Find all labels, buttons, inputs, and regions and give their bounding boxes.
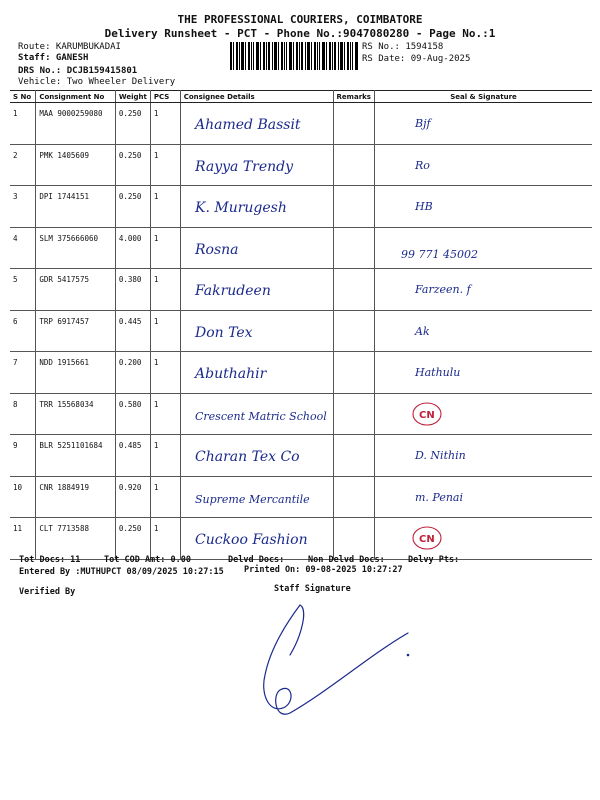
cell-weight: 4.000 [115,227,150,269]
staff-signature-scribble [230,595,430,725]
cell-seal-signature [374,518,592,560]
recipient-signature: m. Penai [414,490,463,504]
printed-on: Printed On: 09-08-2025 10:27:27 [244,565,403,575]
cell-weight: 0.200 [115,352,150,394]
cell-pcs: 1 [150,144,180,186]
recipient-signature: Ro [414,158,430,172]
col-pcs: PCS [150,91,180,103]
cell-weight: 0.250 [115,186,150,228]
cell-remarks [333,435,374,477]
cell-sno: 6 [10,310,36,352]
staff-signature-label: Staff Signature [274,584,351,594]
cell-sno: 8 [10,393,36,435]
cell-consignment: TRR 15568034 [36,393,116,435]
entered-by: Entered By :MUTHUPCT 08/09/2025 10:27:15 [19,567,224,577]
col-remarks: Remarks [333,91,374,103]
consignee-handwriting: Fakrudeen [194,283,271,299]
cell-weight: 0.445 [115,310,150,352]
recipient-signature: Ak [414,324,430,338]
cell-consignee [180,227,333,269]
table-row [10,352,592,394]
cell-consignment: NDD 1915661 [36,352,116,394]
cell-seal-signature [374,435,592,477]
cell-remarks [333,269,374,311]
cell-seal-signature [374,227,592,269]
staff-label: Staff: GANESH [18,53,89,63]
cell-remarks [333,310,374,352]
consignee-handwriting: Rosna [194,241,239,258]
cell-pcs: 1 [150,227,180,269]
cell-sno: 10 [10,476,36,518]
cell-remarks [333,144,374,186]
col-consignee: Consignee Details [180,91,333,103]
recipient-signature: D. Nithin [414,449,466,462]
cell-consignee [180,393,333,435]
cell-seal-signature [374,103,592,145]
cell-sno: 1 [10,103,36,145]
cell-pcs: 1 [150,352,180,394]
cell-remarks [333,103,374,145]
cell-weight: 0.250 [115,144,150,186]
table-row [10,310,592,352]
cell-seal-signature [374,269,592,311]
cell-consignee [180,352,333,394]
cell-seal-signature [374,186,592,228]
cell-pcs: 1 [150,393,180,435]
runsheet-table [10,90,592,560]
total-cod-amount: Tot COD Amt: 0.00 [104,555,191,565]
cell-consignee [180,310,333,352]
non-delivered-docs: Non Delvd Docs: [308,555,385,565]
consignee-handwriting: Don Tex [194,324,253,341]
cell-consignment: SLM 375666060 [36,227,116,269]
cell-remarks [333,476,374,518]
cell-weight: 0.580 [115,393,150,435]
table-row [10,435,592,477]
cell-sno: 5 [10,269,36,311]
cell-seal-signature [374,476,592,518]
table-row [10,393,592,435]
delivery-points: Delvy Pts: [408,555,460,565]
table-row [10,227,592,269]
barcode-image [230,42,358,70]
consignee-handwriting: Crescent Matric School [194,409,327,423]
cell-weight: 0.250 [115,103,150,145]
company-title: THE PROFESSIONAL COURIERS, COIMBATORE [177,13,423,26]
vehicle-label: Vehicle: Two Wheeler Delivery [18,77,176,87]
cell-consignee [180,103,333,145]
cell-pcs: 1 [150,269,180,311]
cell-pcs: 1 [150,310,180,352]
consignee-handwriting: Cuckoo Fashion [194,532,308,548]
cell-sno: 2 [10,144,36,186]
cell-consignment: CNR 1884919 [36,476,116,518]
rs-date: RS Date: 09-Aug-2025 [362,54,471,64]
cell-weight: 0.380 [115,269,150,311]
cell-consignment: PMK 1405609 [36,144,116,186]
consignee-handwriting: Rayya Trendy [194,158,293,175]
cell-consignee [180,269,333,311]
drs-label: DRS No.: DCJB159415801 [18,66,138,76]
table-header-row [10,91,592,103]
recipient-signature: HB [414,200,433,213]
cell-pcs: 1 [150,476,180,518]
cell-remarks [333,186,374,228]
col-sno: S No [10,91,36,103]
consignee-handwriting: K. Murugesh [194,200,287,216]
table-row [10,103,592,145]
cell-consignee [180,435,333,477]
table-row [10,269,592,311]
runsheet-subtitle: Delivery Runsheet - PCT - Phone No.:9047080280 - Page No.:1 [104,27,496,40]
cell-consignment: CLT 7713588 [36,518,116,560]
cell-remarks [333,227,374,269]
cell-sno: 3 [10,186,36,228]
cell-consignee [180,186,333,228]
cell-consignment: DPI 1744151 [36,186,116,228]
cell-pcs: 1 [150,518,180,560]
recipient-signature: Farzeen. f [414,283,471,296]
cell-seal-signature [374,352,592,394]
delivery-stamp-text: CN [418,534,435,545]
table-row [10,476,592,518]
cell-pcs: 1 [150,186,180,228]
cell-consignee [180,518,333,560]
cell-sno: 11 [10,518,36,560]
recipient-signature: Bjf [414,117,431,130]
col-consignment: Consignment No [36,91,116,103]
cell-sno: 9 [10,435,36,477]
recipient-signature: Hathulu [414,366,461,379]
consignee-handwriting: Ahamed Bassit [194,117,301,133]
total-docs: Tot Docs: 11 [19,555,81,565]
cell-consignee [180,144,333,186]
cell-consignment: MAA 9000259080 [36,103,116,145]
cell-seal-signature [374,310,592,352]
cell-remarks [333,393,374,435]
rs-number: RS No.: 1594158 [362,42,444,52]
cell-consignment: GDR 5417575 [36,269,116,311]
recipient-signature: 99 771 45002 [400,247,478,261]
cell-sno: 4 [10,227,36,269]
delivered-docs: Delvd Docs: [228,555,285,565]
cell-seal-signature [374,393,592,435]
cell-consignee [180,476,333,518]
delivery-stamp-text: CN [418,409,435,421]
consignee-handwriting: Abuthahir [194,366,266,382]
cell-weight: 0.250 [115,518,150,560]
cell-sno: 7 [10,352,36,394]
table-row [10,518,592,560]
col-seal-signature: Seal & Signature [374,91,592,103]
cell-pcs: 1 [150,435,180,477]
cell-pcs: 1 [150,103,180,145]
consignee-handwriting: Charan Tex Co [194,449,300,465]
consignee-handwriting: Supreme Mercantile [194,492,310,506]
route-label: Route: KARUMBUKADAI [18,42,121,52]
table-row [10,144,592,186]
verified-by: Verified By [19,587,76,597]
cell-remarks [333,352,374,394]
cell-weight: 0.485 [115,435,150,477]
cell-seal-signature [374,144,592,186]
col-weight: Weight [115,91,150,103]
cell-remarks [333,518,374,560]
cell-consignment: TRP 6917457 [36,310,116,352]
table-row [10,186,592,228]
cell-weight: 0.920 [115,476,150,518]
cell-consignment: BLR 5251101684 [36,435,116,477]
